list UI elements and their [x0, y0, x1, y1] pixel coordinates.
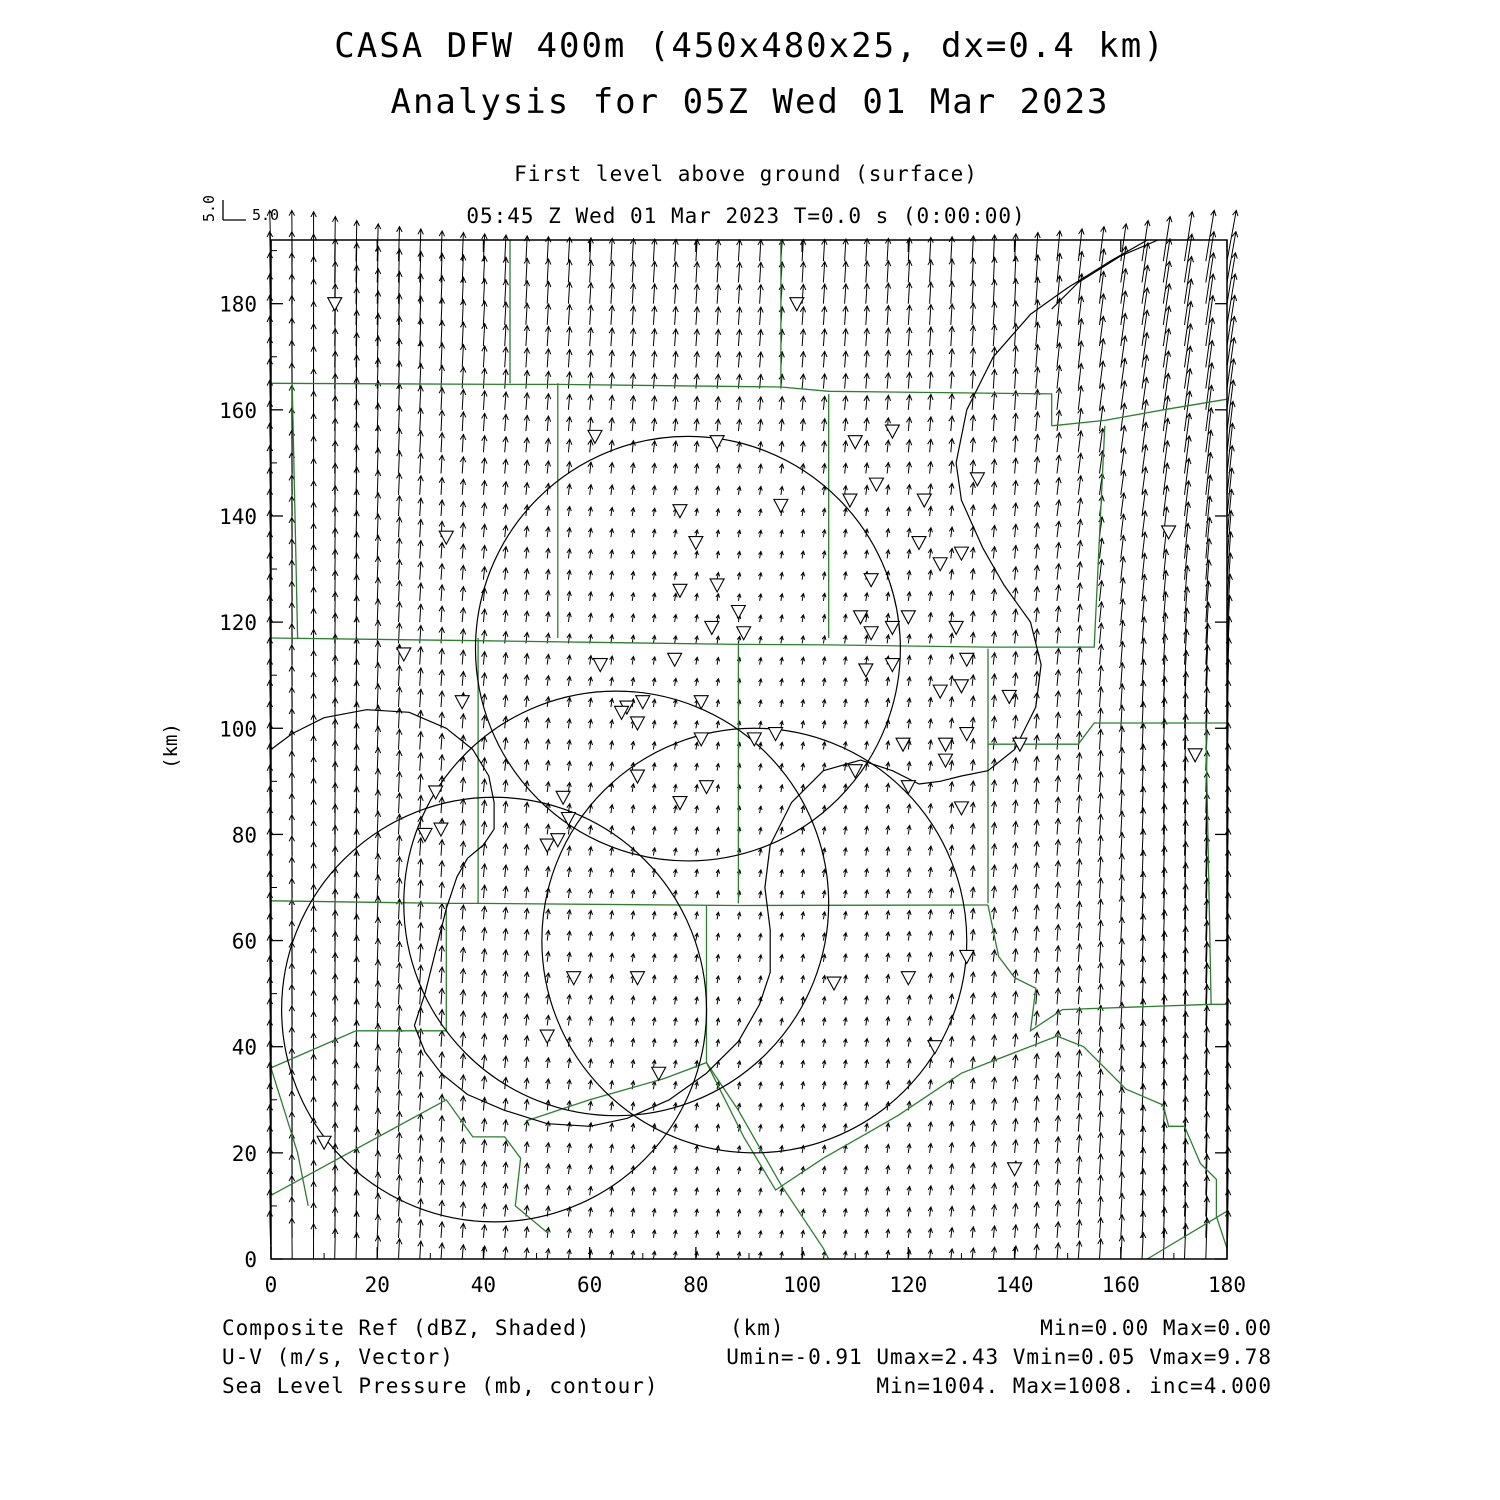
x-tick-label: 0 — [264, 1273, 278, 1297]
station-marker — [710, 579, 724, 592]
county-boundary — [988, 905, 1227, 1031]
station-marker — [954, 802, 968, 815]
x-tick-label: 60 — [577, 1273, 603, 1297]
x-axis-label: (km) — [730, 1316, 785, 1340]
chart-title-line1: CASA DFW 400m (450x480x25, dx=0.4 km) — [334, 26, 1166, 66]
radar-range-ring — [542, 728, 967, 1153]
station-marker — [885, 659, 899, 672]
footer-wind-minmax: Umin=-0.91 Umax=2.43 Vmin=0.05 Vmax=9.78 — [726, 1345, 1272, 1369]
county-boundaries — [271, 240, 1227, 1259]
station-marker — [561, 812, 575, 825]
station-marker — [689, 537, 703, 550]
station-marker — [705, 621, 719, 634]
x-tick-label: 20 — [364, 1273, 390, 1297]
y-tick-label: 100 — [219, 717, 257, 742]
county-boundary — [1147, 1211, 1227, 1259]
chart-title-line2: Analysis for 05Z Wed 01 Mar 2023 — [390, 82, 1110, 122]
station-marker — [827, 977, 841, 990]
y-tick-label: 40 — [231, 1035, 257, 1060]
station-marker — [954, 680, 968, 693]
station-marker — [939, 754, 953, 767]
footer-pressure-minmax: Min=1004. Max=1008. inc=4.000 — [876, 1374, 1272, 1398]
y-axis-label: (km) — [160, 723, 182, 769]
station-marker — [700, 781, 714, 794]
station-marker — [960, 728, 974, 741]
y-tick-label: 60 — [231, 929, 257, 954]
x-axis — [265, 240, 1246, 1297]
x-tick-label: 160 — [1101, 1273, 1140, 1297]
x-tick-label: 40 — [470, 1273, 497, 1297]
station-marker — [1008, 1163, 1022, 1176]
plot-frame — [271, 240, 1227, 1259]
footer-sea-level-pressure: Sea Level Pressure (mb, contour) — [222, 1374, 659, 1398]
station-marker — [540, 839, 554, 852]
footer-composite-ref: Composite Ref (dBZ, Shaded) — [222, 1316, 591, 1340]
y-tick-label: 20 — [231, 1141, 257, 1166]
y-tick-label: 120 — [219, 611, 257, 636]
x-tick-label: 80 — [683, 1273, 709, 1297]
station-marker — [455, 696, 469, 709]
station-marker — [885, 425, 899, 438]
county-boundary — [292, 383, 297, 638]
station-marker — [848, 436, 862, 449]
county-boundary — [271, 426, 1105, 647]
station-marker — [1188, 749, 1202, 762]
station-marker — [912, 537, 926, 550]
y-axis — [219, 251, 1227, 1272]
y-tick-label: 80 — [231, 823, 257, 848]
station-marker — [710, 436, 724, 449]
station-marker — [556, 791, 570, 804]
radar-range-ring — [282, 797, 707, 1222]
station-marker — [933, 558, 947, 571]
station-marker — [917, 494, 931, 507]
station-marker — [869, 478, 883, 491]
vector-key-v-label: 5.0 — [200, 194, 218, 222]
station-marker — [864, 574, 878, 587]
pressure-contours — [271, 240, 1158, 1126]
station-marker — [928, 1041, 942, 1054]
station-marker — [429, 786, 443, 799]
level-label: First level above ground (surface) — [514, 162, 978, 186]
x-tick-label: 180 — [1208, 1273, 1246, 1297]
station-marker — [630, 770, 644, 783]
station-marker — [885, 621, 899, 634]
x-tick-label: 120 — [889, 1273, 928, 1297]
station-marker — [774, 499, 788, 512]
station-marker — [668, 653, 682, 666]
station-marker — [933, 685, 947, 698]
station-marker — [954, 547, 968, 560]
station-marker — [848, 765, 862, 778]
station-marker — [593, 659, 607, 672]
station-marker — [769, 728, 783, 741]
station-marker — [731, 606, 745, 619]
footer-ref-minmax: Min=0.00 Max=0.00 — [1040, 1316, 1272, 1340]
y-tick-label: 180 — [219, 292, 257, 317]
station-marker — [328, 298, 342, 311]
station-marker — [434, 823, 448, 836]
x-tick-label: 140 — [995, 1273, 1034, 1297]
station-marker — [901, 972, 915, 985]
station-marker — [949, 621, 963, 634]
footer-wind-vector: U-V (m/s, Vector) — [222, 1345, 454, 1369]
vector-scale-key — [200, 195, 279, 224]
station-marker — [636, 696, 650, 709]
station-marker — [901, 781, 915, 794]
county-boundary — [271, 383, 1052, 426]
station-marker — [439, 531, 453, 544]
county-boundary — [707, 1063, 829, 1259]
station-marker — [540, 1030, 554, 1043]
county-boundary — [271, 901, 988, 906]
time-label: 05:45 Z Wed 01 Mar 2023 T=0.0 s (0:00:00) — [466, 204, 1026, 228]
y-tick-label: 160 — [219, 398, 257, 423]
station-marker — [901, 611, 915, 624]
y-tick-label: 0 — [244, 1248, 257, 1272]
x-tick-label: 100 — [783, 1273, 822, 1297]
radar-range-rings — [282, 436, 967, 1221]
vector-key-u-label: 5.0 — [252, 206, 280, 224]
y-tick-label: 140 — [219, 504, 257, 529]
radar-range-ring — [475, 436, 900, 861]
station-marker — [859, 664, 873, 677]
